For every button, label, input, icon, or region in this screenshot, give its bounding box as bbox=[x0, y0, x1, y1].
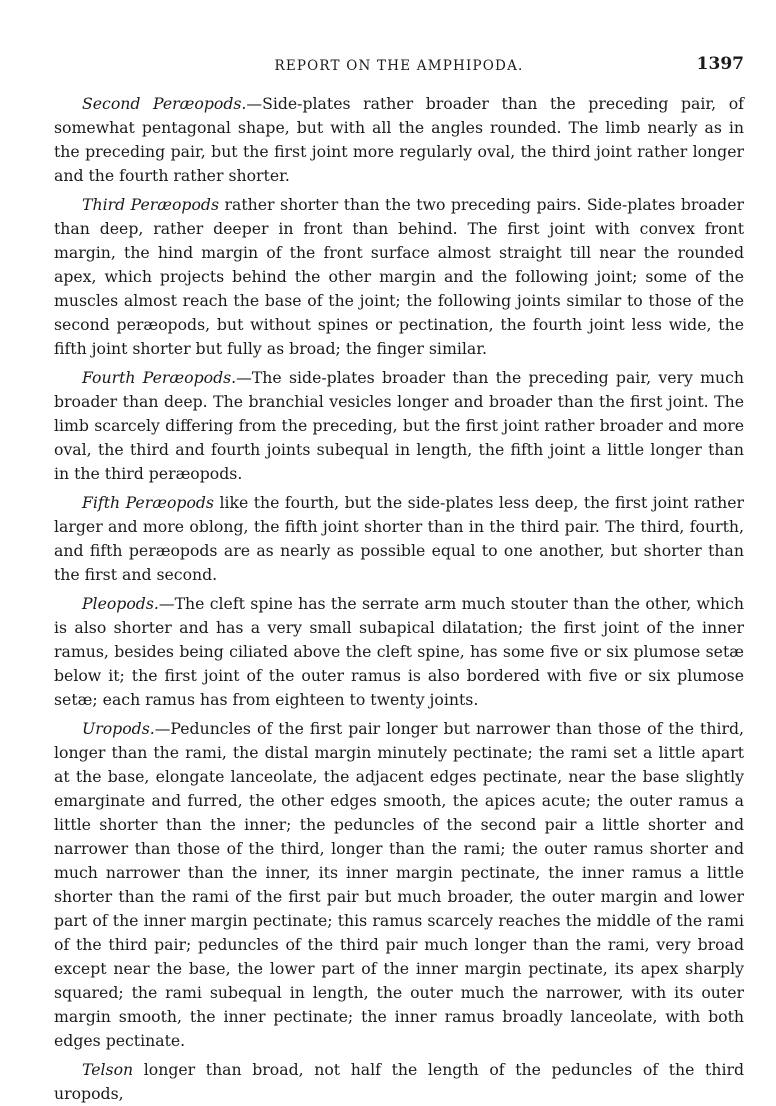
paragraph-heading: Second Peræopods. bbox=[82, 94, 247, 113]
paragraph-heading: Third Peræopods bbox=[82, 195, 220, 214]
paragraph-text: —The side-plates broader than the preceding pair, very much broader than deep. The branchial vesicles longer and broader than the first joint. The limb scarcely differing from the preceding, but the first joint rather broader and more oval, the third and fourth joints subequal in length, the fifth joint a little longer than in the third peræopods. bbox=[54, 368, 745, 483]
document-page bbox=[54, 52, 744, 1106]
paragraph-text: —The cleft spine has the serrate arm much stouter than the other, which is also shorter and has a very small subapical dilatation; the first joint of the inner ramus, besides being ciliated above the cleft spine, has some five or six plumose setæ below it; the first joint of the outer ramus is also bordered with five or six plumose setæ; each ramus has from eighteen to twenty joints. bbox=[54, 594, 744, 709]
paragraph-third-pereopods bbox=[54, 193, 744, 361]
paragraph-text: longer than broad, not half the length of the peduncles of the third uropods, bbox=[54, 1060, 744, 1103]
paragraph-heading: Pleopods. bbox=[82, 594, 159, 613]
body-text bbox=[54, 92, 744, 1106]
page-header bbox=[54, 52, 744, 82]
paragraph-uropods bbox=[54, 717, 744, 1053]
page-number: 1397 bbox=[696, 54, 744, 74]
paragraph-heading: Fourth Peræopods. bbox=[82, 368, 237, 387]
paragraph-text: —Side-plates rather broader than the preceding pair, of somewhat pentagonal shape, but with all the angles rounded. The limb nearly as in the preceding pair, but the first joint more regularly oval, the third joint rather longer and the fourth rather shorter. bbox=[54, 94, 744, 185]
paragraph-heading: Fifth Peræopods bbox=[82, 493, 214, 512]
paragraph-text: —Peduncles of the first pair longer but narrower than those of the third, longer than the rami, the distal margin minutely pectinate; the rami set a little apart at the base, elongate lanceolate, the adjacent edges pectinate, near the base slightly emarginate and furred, the other edges smooth, the apices acute; the outer ramus a little shorter than the inner; the peduncles of the second pair a little shorter and narrower than those of the third, longer than the rami; the outer ramus shorter and much narrower than the inner, its inner margin pectinate, the inner ramus a little shorter than the rami of the first pair but much broader, the outer margin and lower part of the inner margin pectinate; this ramus scarcely reaches the middle of the rami of the third pair; peduncles of the third pair much longer than the rami, very broad except near the base, the lower part of the inner margin pectinate, its apex sharply squared; the rami subequal in length, the outer much the narrower, with its outer margin smooth, the inner pectinate; the inner ramus broadly lanceolate, with both edges pectinate. bbox=[54, 719, 744, 1050]
paragraph-telson bbox=[54, 1058, 744, 1106]
paragraph-second-pereopods bbox=[54, 92, 744, 188]
running-title: REPORT ON THE AMPHIPODA. bbox=[274, 58, 524, 74]
paragraph-fifth-pereopods bbox=[54, 491, 744, 587]
paragraph-text: rather shorter than the two preceding pairs. Side-plates broader than deep, rather deeper in front than behind. The first joint with convex front margin, the hind margin of the front surface almost straight till near the rounded apex, which projects behind the other margin and the following joint; some of the muscles almost reach the base of the joint; the following joints similar to those of the second peræopods, but without spines or pectination, the fourth joint less wide, the fifth joint shorter but fully as broad; the finger similar. bbox=[54, 195, 744, 358]
paragraph-heading: Uropods. bbox=[82, 719, 155, 738]
paragraph-fourth-pereopods bbox=[54, 366, 744, 486]
paragraph-pleopods bbox=[54, 592, 744, 712]
paragraph-text: like the fourth, but the side-plates less deep, the first joint rather larger and more oblong, the fifth joint shorter than in the third pair. The third, fourth, and fifth peræopods are as nearly as possible equal to one another, but shorter than the first and second. bbox=[54, 493, 744, 584]
paragraph-heading: Telson bbox=[82, 1060, 134, 1079]
